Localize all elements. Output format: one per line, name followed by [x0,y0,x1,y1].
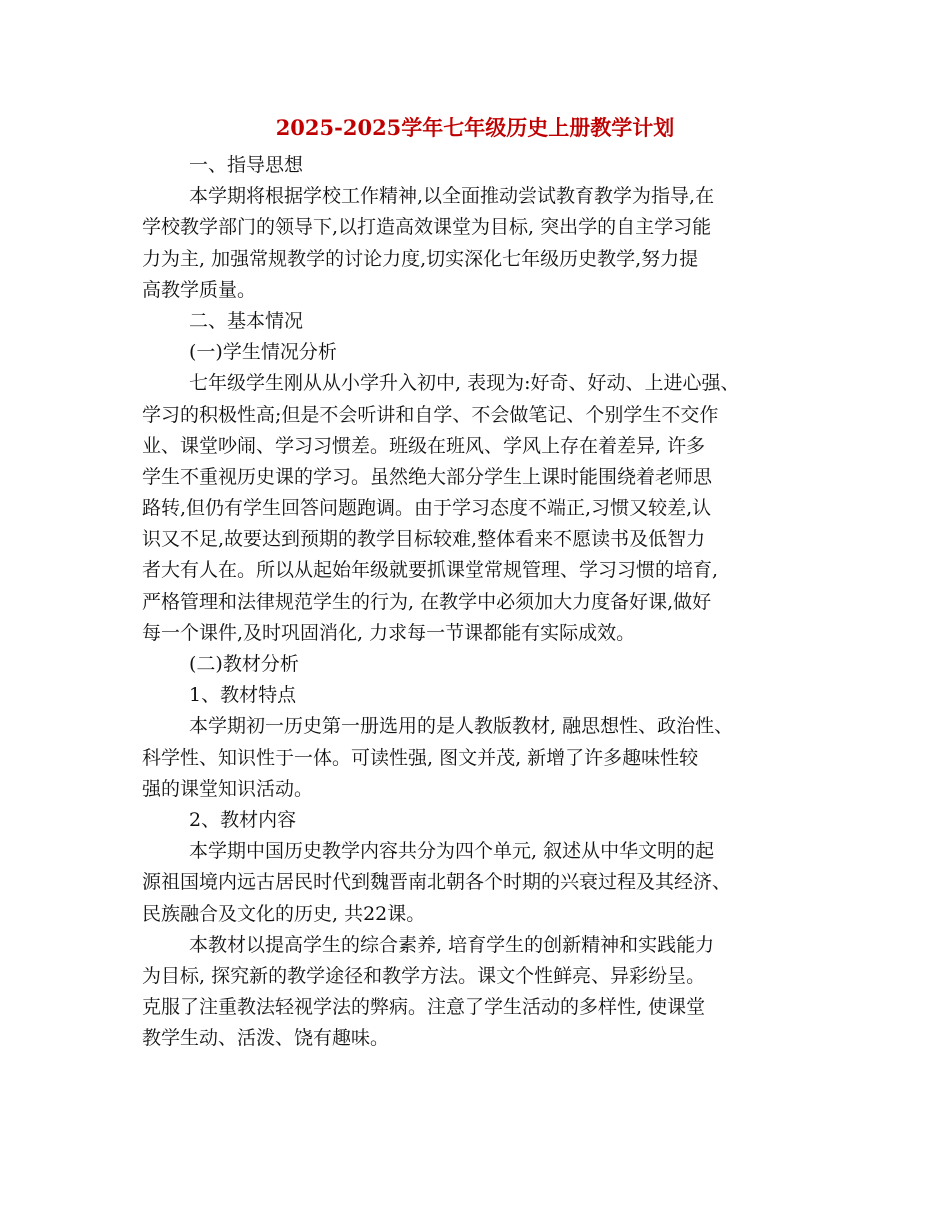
paragraph-line: 识又不足,故要达到预期的教学目标较难,整体看来不愿读书及低智力 [142,528,706,551]
paragraph-line: 者大有人在。所以从起始年级就要抓课堂常规管理、学习习惯的培育, [142,559,719,582]
paragraph-line: 路转,但仍有学生回答问题跑调。由于学习态度不端正,习惯又较差,认 [142,497,712,520]
paragraph-line: 业、课堂吵闹、学习习惯差。班级在班风、学风上存在着差异, 许多 [142,434,706,457]
paragraph-line: 民族融合及文化的历史, 共22课。 [142,902,426,925]
document-body [142,150,822,1054]
subsection-heading-textbook-analysis: (二)教材分析 [189,653,299,675]
section-heading-basic-situation: 二、基本情况 [189,309,304,332]
paragraph-line: 本学期初一历史第一册选用的是人教版教材, 融思想性、政治性、 [189,715,734,738]
paragraph-line: 学生不重视历史课的学习。虽然绝大部分学生上课时能围绕着老师思 [142,465,713,488]
document-title: 2025-2025学年七年级历史上册教学计划 [275,115,675,140]
section-heading-guiding-ideology: 一、指导思想 [189,154,304,176]
paragraph-line: 克服了注重教法轻视学法的弊病。注意了学生活动的多样性, 使课堂 [142,996,706,1019]
paragraph-line: 教学生动、活泼、饶有趣味。 [142,1027,390,1050]
paragraph-line: 科学性、知识性于一体。可读性强, 图文并茂, 新增了许多趣味性较 [142,746,699,769]
paragraph-line: 力为主, 加强常规教学的讨论力度,切实深化七年级历史教学,努力提 [142,247,699,270]
paragraph-line: 七年级学生刚从从小学升入初中, 表现为:好奇、好动、上进心强、 [189,372,740,395]
paragraph-line: 高教学质量。 [142,278,257,301]
paragraph-line: 本教材以提高学生的综合素养, 培育学生的创新精神和实践能力 [189,933,715,956]
paragraph-line: 强的课堂知识活动。 [142,777,314,800]
item-heading-textbook-features: 1、教材特点 [189,684,297,707]
paragraph-line: 为目标, 探究新的教学途径和教学方法。课文个性鲜亮、异彩纷呈。 [142,964,706,987]
paragraph-line: 严格管理和法律规范学生的行为, 在教学中必须加大力度备好课,做好 [142,590,712,613]
paragraph-line: 本学期将根据学校工作精神,以全面推动尝试教育教学为指导,在 [189,185,715,208]
paragraph-line: 学习的积极性高;但是不会听讲和自学、不会做笔记、个别学生不交作 [142,403,719,426]
paragraph-line: 学校教学部门的领导下,以打造高效课堂为目标, 突出学的自主学习能 [142,216,712,239]
paragraph-line: 源祖国境内远古居民时代到魏晋南北朝各个时期的兴衰过程及其经济、 [142,871,732,894]
item-heading-textbook-content: 2、教材内容 [189,808,297,831]
subsection-heading-student-analysis: (一)学生情况分析 [189,341,337,364]
paragraph-line: 每一个课件,及时巩固消化, 力求每一节课都能有实际成效。 [142,621,636,644]
paragraph-line: 本学期中国历史教学内容共分为四个单元, 叙述从中华文明的起 [189,840,715,863]
